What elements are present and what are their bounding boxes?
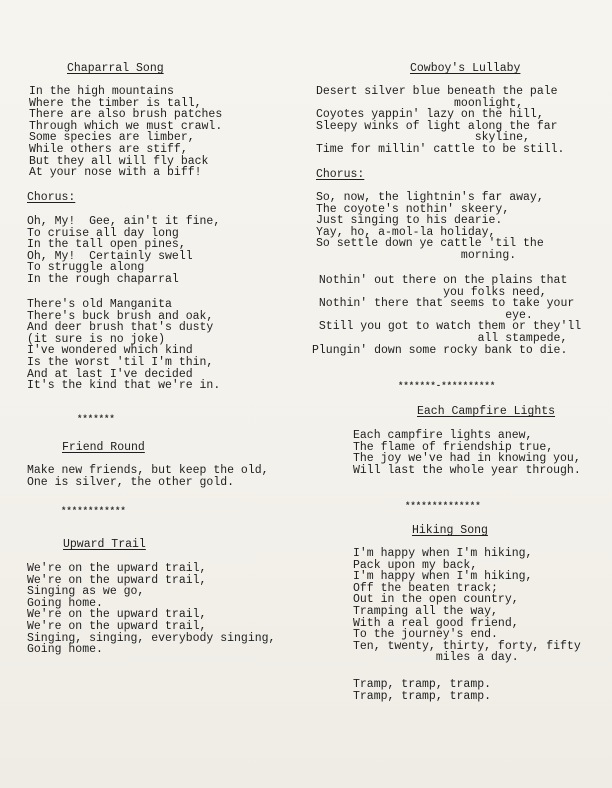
lyric-line: And deer brush that's dusty bbox=[27, 321, 214, 335]
lyric-line: But they all will fly back bbox=[29, 154, 209, 168]
lyric-line: Is the worst 'til I'm thin, bbox=[27, 355, 214, 369]
hiking-tramp bbox=[353, 679, 491, 702]
chaparral-chorus-label: Chorus: bbox=[27, 191, 76, 204]
lyric-line: Tramping all the way, bbox=[353, 604, 498, 618]
lyric-line: Time for millin' cattle to be still. bbox=[316, 142, 565, 156]
lyric-line: With a real good friend, bbox=[353, 616, 519, 630]
lyric-line: In the rough chaparral bbox=[27, 272, 179, 286]
lyric-line: The joy we've had in knowing you, bbox=[353, 452, 581, 466]
lyric-line: We're on the upward trail, bbox=[27, 619, 207, 633]
lyric-line: Where the timber is tall, bbox=[29, 96, 202, 110]
lyric-line: Pack upon my back, bbox=[353, 558, 478, 572]
lyric-line: Plungin' down some rocky bank to die. bbox=[312, 343, 568, 357]
lyric-line: you folks need, bbox=[312, 285, 547, 299]
lyric-line: Tramp, tramp, tramp. bbox=[353, 689, 492, 703]
lyric-line: It's the kind that we're in. bbox=[27, 379, 221, 393]
lyric-line: Oh, My! Certainly swell bbox=[27, 249, 193, 263]
lyric-line: And at last I've decided bbox=[27, 367, 193, 381]
lyric-line: Sleepy winks of light along the far bbox=[316, 119, 558, 133]
lyric-line: skyline, bbox=[316, 131, 530, 145]
lyric-line: Coyotes yappin' lazy on the hill, bbox=[316, 108, 544, 122]
cowboys-lullaby-title: Cowboy's Lullaby bbox=[410, 62, 521, 75]
lyric-line: Singing as we go, bbox=[27, 585, 145, 599]
lyric-line: Oh, My! Gee, ain't it fine, bbox=[27, 215, 221, 228]
lyric-line: Going home. bbox=[27, 643, 103, 657]
lyric-line: Still you got to watch them or they'll bbox=[312, 320, 582, 334]
lyric-line: eye. bbox=[312, 308, 533, 322]
campfire-lyrics bbox=[353, 430, 581, 476]
lyric-line: We're on the upward trail, bbox=[27, 562, 207, 575]
separator-1: ******* bbox=[77, 414, 115, 424]
chaparral-chorus bbox=[27, 216, 220, 286]
lyric-line: In the high mountains bbox=[29, 85, 174, 98]
lyric-line: Make new friends, but keep the old, bbox=[27, 464, 269, 477]
lyric-line: To cruise all day long bbox=[27, 226, 179, 240]
lyric-line: Out in the open country, bbox=[353, 593, 519, 607]
cowboy-chorus bbox=[316, 192, 544, 262]
separator-3: *******-********** bbox=[398, 381, 496, 391]
lyric-line: The coyote's nothin' skeery, bbox=[316, 202, 510, 216]
lyric-line: Singing, singing, everybody singing, bbox=[27, 631, 276, 645]
lyric-line: The flame of friendship true, bbox=[353, 440, 554, 454]
hiking-song-title: Hiking Song bbox=[412, 524, 488, 537]
lyric-line: Through which we must crawl. bbox=[29, 119, 223, 133]
separator-4: ************** bbox=[405, 501, 481, 511]
lyric-line: So, now, the lightnin's far away, bbox=[316, 191, 544, 204]
lyric-line: There's buck brush and oak, bbox=[27, 309, 214, 323]
lyric-line: moonlight, bbox=[316, 96, 524, 110]
lyric-line: I've wondered which kind bbox=[27, 344, 193, 358]
lyric-line: (it sure is no joke) bbox=[27, 332, 166, 346]
lyric-line: To the journey's end. bbox=[353, 628, 498, 642]
chaparral-song-title: Chaparral Song bbox=[67, 62, 164, 75]
lyric-line: We're on the upward trail, bbox=[27, 573, 207, 587]
lyric-line: While others are stiff, bbox=[29, 142, 188, 156]
friend-round-title: Friend Round bbox=[62, 441, 145, 454]
lyric-line: In the tall open pines, bbox=[27, 238, 186, 252]
cowboy-verse-2 bbox=[312, 275, 581, 356]
lyric-line: Desert silver blue beneath the pale bbox=[316, 85, 558, 98]
lyric-line: Each campfire lights anew, bbox=[353, 429, 533, 442]
lyric-line: There's old Manganita bbox=[27, 298, 172, 311]
upward-trail-lyrics bbox=[27, 563, 275, 656]
lyric-line: At your nose with a biff! bbox=[29, 166, 202, 180]
campfire-title: Each Campfire Lights bbox=[417, 405, 556, 418]
lyric-line: Nothin' out there on the plains that bbox=[312, 274, 568, 287]
lyric-line: Some species are limber, bbox=[29, 131, 195, 145]
lyric-line: Will last the whole year through. bbox=[353, 463, 581, 477]
lyric-line: Ten, twenty, thirty, forty, fifty bbox=[353, 639, 581, 653]
lyric-line: Off the beaten track; bbox=[353, 581, 498, 595]
separator-2: ************ bbox=[61, 506, 126, 516]
lyric-line: Going home. bbox=[27, 596, 103, 610]
lyric-line: One is silver, the other gold. bbox=[27, 475, 235, 489]
lyric-line: all stampede, bbox=[312, 331, 568, 345]
chaparral-verse-2 bbox=[27, 299, 220, 392]
lyric-line: There are also brush patches bbox=[29, 108, 223, 122]
lyric-line: We're on the upward trail, bbox=[27, 608, 207, 622]
lyric-line: morning. bbox=[316, 248, 517, 262]
lyric-line: So settle down ye cattle 'til the bbox=[316, 237, 544, 251]
hiking-verse bbox=[353, 548, 581, 664]
chaparral-verse-1 bbox=[29, 86, 222, 179]
lyric-line: Tramp, tramp, tramp. bbox=[353, 678, 492, 691]
lyric-line: I'm happy when I'm hiking, bbox=[353, 570, 533, 584]
lyric-line: I'm happy when I'm hiking, bbox=[353, 547, 533, 560]
upward-trail-title: Upward Trail bbox=[63, 538, 146, 551]
friend-round-lyrics bbox=[27, 465, 269, 488]
lyric-line: To struggle along bbox=[27, 261, 145, 275]
lyric-line: miles a day. bbox=[353, 651, 519, 665]
lyric-line: Yay, ho, a-mol-la holiday, bbox=[316, 225, 496, 239]
cowboy-chorus-label: Chorus: bbox=[316, 168, 365, 181]
cowboy-verse-1 bbox=[316, 86, 564, 156]
lyric-line: Nothin' there that seems to take your bbox=[312, 297, 575, 311]
lyric-line: Just singing to his dearie. bbox=[316, 214, 503, 228]
